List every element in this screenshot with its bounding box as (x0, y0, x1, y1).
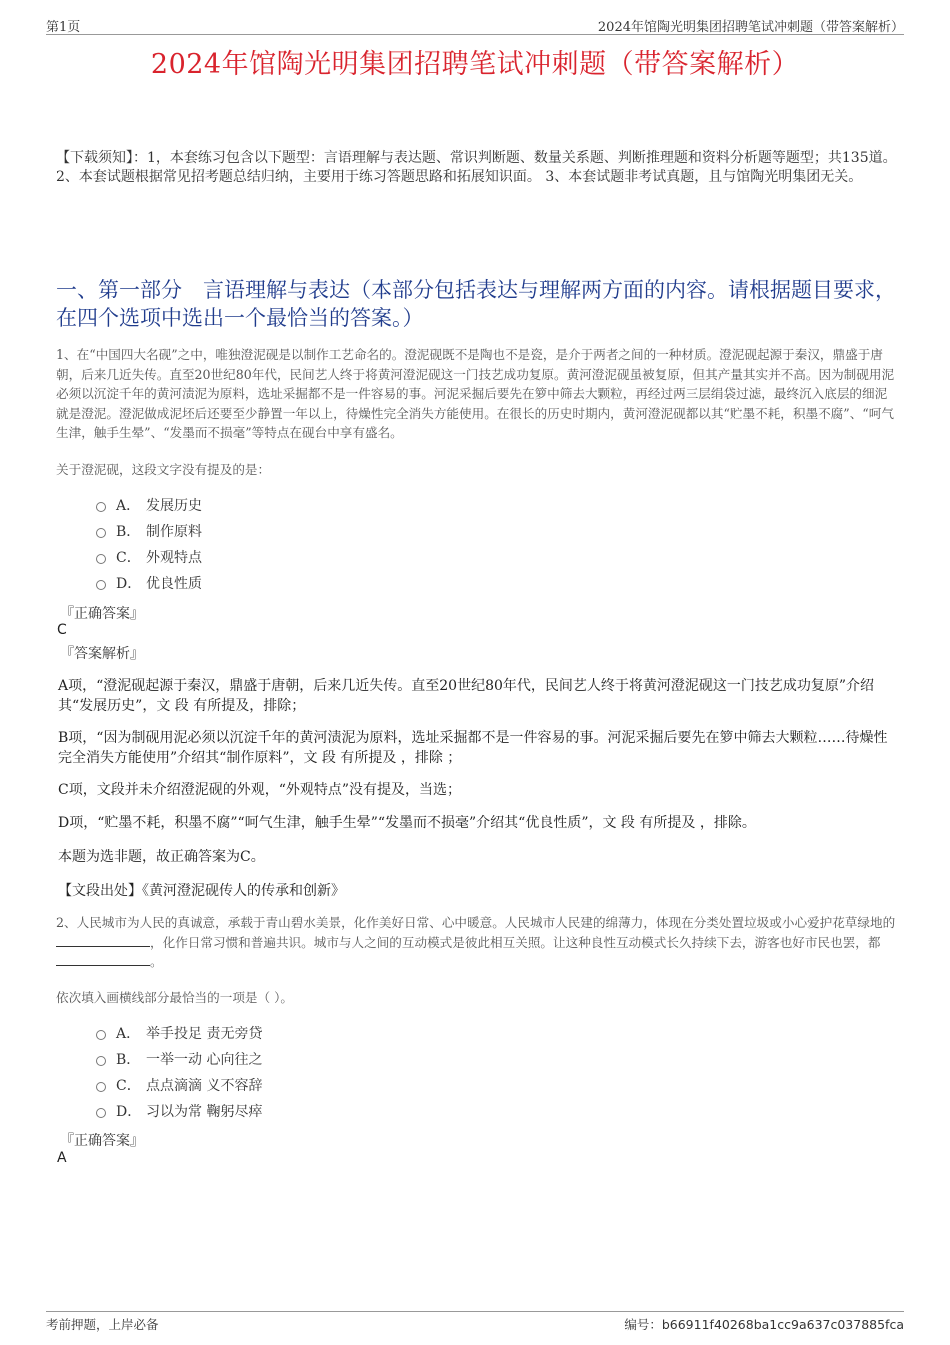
passage-source (58, 880, 345, 900)
question-1-options (96, 492, 202, 596)
question-1-passage: 1、在“中国四大名砚”之中，唯独澄泥砚是以制作工艺命名的。澄泥砚既不是陶也不是瓷，是介于两者之间的一种材质。澄泥砚起源于秦汉，鼎盛于唐朝，后来几近失传。直至20世纪80年代，民间艺人终于将黄河澄泥砚这一门技艺成功复原。黄河澄泥砚虽被复原，但其产量其实并不高。因为制砚用泥必须以沉淀千年的黄河渍泥为原料，选址采掘都不是一件容易的事。河泥采掘后要先在箩中筛去大颗粒，再经过两三层绢袋过滤，最终沉入底层的细泥就是澄泥。澄泥做成泥坯后还要至少静置一年以上，待燥性完全消失方能使用。在很长的历史时期内，黄河澄泥砚都以其“贮墨不耗，积墨不腐”、“呵气生津，触手生晕”、“发墨而不损毫”等特点在砚台中享有盛名。 (56, 347, 895, 440)
question-1-answer: C (57, 622, 67, 638)
footer-slogan: 考前押题，上岸必备 (46, 1317, 159, 1332)
option-b[interactable]: B． 制作原料 (96, 518, 202, 544)
page-number: 第1页 (46, 20, 81, 35)
fill-blank-2 (56, 953, 150, 966)
question-1-analysis-label: 『答案解析』 (60, 646, 144, 662)
document-title: 2024年馆陶光明集团招聘笔试冲刺题（带答案解析） (150, 49, 800, 80)
radio-icon[interactable] (96, 580, 106, 590)
analysis-conclusion: 本题为选非题，故正确答案为C。 (58, 849, 265, 865)
analysis-a: A项，“澄泥砚起源于秦汉，鼎盛于唐朝，后来几近失传。直至20世纪80年代，民间艺人终于将黄河澄泥砚这一门技艺成功复原”介绍 其“发展历史”，文 段 有所提及，排除； (58, 678, 875, 714)
header-doc-title: 2024年馆陶光明集团招聘笔试冲刺题（带答案解析） (597, 20, 904, 35)
radio-icon[interactable] (96, 1082, 106, 1092)
page-header (46, 14, 904, 35)
radio-icon[interactable] (96, 1108, 106, 1118)
question-2-answer-label: 『正确答案』 (60, 1133, 144, 1149)
analysis-b: B项，“因为制砚用泥必须以沉淀千年的黄河渍泥为原料，选址采掘都不是一件容易的事。河泥采掘后要先在箩中筛去大颗粒……待燥性完全消失方能使用”介绍其“制作原料”，文 段 有所提及 ，排除 ； (58, 730, 888, 766)
fill-blank-1 (56, 934, 150, 947)
analysis-c: C项，文段并未介绍澄泥砚的外观，“外观特点”没有提及，当选； (58, 782, 462, 798)
section-heading: 一、第一部分 言语理解与表达（本部分包括表达与理解两方面的内容。请根据题目要求，在四个选项中选出一个最恰当的答案。） (56, 278, 896, 330)
option-b[interactable]: B． 一举一动 心向往之 (96, 1046, 262, 1072)
option-c[interactable]: C． 点点滴滴 义不容辞 (96, 1072, 262, 1098)
radio-icon[interactable] (96, 1056, 106, 1066)
analysis-d: D项，“贮墨不耗，积墨不腐”“呵气生津，触手生晕”“发墨而不损毫”介绍其“优良性质”，文 段 有所提及 ，排除。 (58, 815, 756, 831)
source-title: 《黄河澄泥砚传人的传承和创新》 (142, 883, 345, 899)
radio-icon[interactable] (96, 502, 106, 512)
question-2-passage: 2、人民城市为人民的真诚意，承载于青山碧水美景，化作美好日常、心中暖意。人民城市人民建的绵薄力，体现在分类处置垃圾或小心爱护花草绿地的，化作日常习惯和普遍共识。城市与人之间的互动模式是彼此相互关照。让这种良性互动模式长久持续下去，游客也好市民也罢，都。 (56, 915, 896, 969)
source-label: 【文段出处】 (58, 883, 142, 899)
option-d[interactable]: D． 优良性质 (96, 570, 202, 596)
download-notice: 【下载须知】：1，本套练习包含以下题型：言语理解与表达题、常识判断题、数量关系题、判断推理题和资料分析题等题型；共135道。 2、本套试题根据常见招考题总结归纳，主要用于练习答题思路和拓展知识面。 3、本套试题非考试真题，且与馆陶光明集团无关。 (56, 150, 897, 185)
radio-icon[interactable] (96, 528, 106, 538)
option-a[interactable]: A． 发展历史 (96, 492, 202, 518)
option-d[interactable]: D． 习以为常 鞠躬尽瘁 (96, 1098, 262, 1124)
option-c[interactable]: C． 外观特点 (96, 544, 202, 570)
question-2-options (96, 1020, 262, 1124)
page-footer (46, 1311, 904, 1330)
question-1-prompt: 关于澄泥砚，这段文字没有提及的是： (56, 462, 271, 477)
question-2-answer: A (57, 1150, 67, 1166)
radio-icon[interactable] (96, 554, 106, 564)
radio-icon[interactable] (96, 1030, 106, 1040)
option-a[interactable]: A． 举手投足 责无旁贷 (96, 1020, 262, 1046)
document-code: 编号：b66911f40268ba1cc9a637c037885fca (624, 1317, 904, 1332)
question-1-answer-label: 『正确答案』 (60, 606, 144, 622)
question-2-prompt: 依次填入画横线部分最恰当的一项是（ ）。 (56, 990, 293, 1005)
